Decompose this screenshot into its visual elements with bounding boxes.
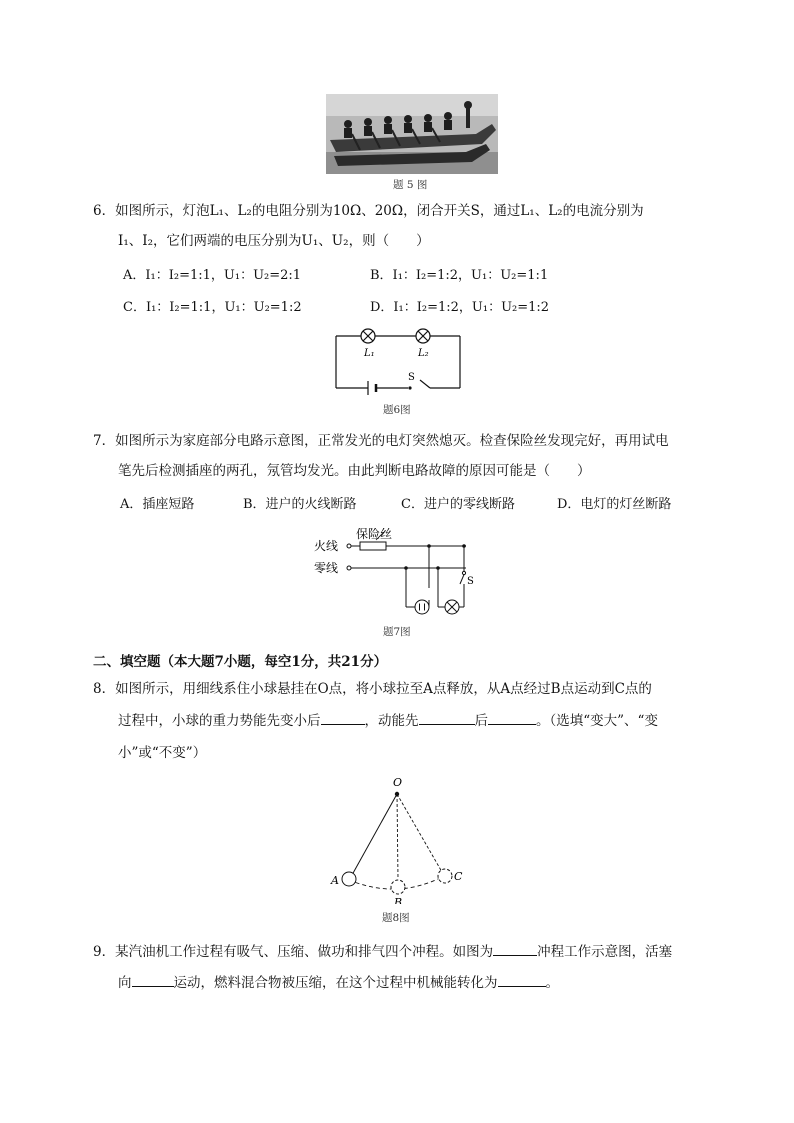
question-8-line-2 — [118, 710, 658, 732]
figure-5 — [326, 94, 498, 174]
question-8-text-a: 过程中，小球的重力势能先变小后 — [118, 713, 321, 729]
question-9-line-1 — [93, 941, 672, 963]
ball-b-icon — [391, 880, 405, 894]
question-8-text-d: 。（选填“变大”、“变 — [536, 713, 658, 729]
label-c: C — [454, 870, 463, 883]
question-6-option-a: A．I₁：I₂=1:1，U₁：U₂=2:1 — [123, 268, 302, 283]
figure-8 — [324, 772, 468, 904]
figure-6-caption: 题6图 — [383, 404, 411, 416]
ball-c-icon — [438, 869, 452, 883]
answer-blank-8-2[interactable] — [419, 710, 475, 725]
socket-icon — [415, 600, 429, 614]
junction-dots — [404, 544, 466, 570]
figure-8-caption: 题8图 — [382, 912, 410, 924]
question-7-option-c: C．进户的零线断路 — [401, 497, 515, 512]
series-circuit-diagram — [330, 322, 466, 398]
answer-blank-8-1[interactable] — [321, 710, 365, 725]
question-8-text-c: 后 — [474, 713, 488, 729]
label-a: A — [331, 874, 339, 887]
lamp-l2-icon — [416, 329, 430, 343]
label-o: O — [393, 776, 403, 789]
answer-blank-9-2[interactable] — [132, 972, 174, 987]
question-9-text-d: 运动，燃料混合物被压缩，在这个过程中机械能转化为 — [173, 975, 498, 991]
label-fuse: 保险丝 — [356, 528, 393, 541]
question-8-line-1: 8．如图所示，用细线系住小球悬挂在O点，将小球拉至A点释放，从A点经过B点运动到C点的 — [93, 681, 652, 697]
question-7-option-d: D．电灯的灯丝断路 — [557, 497, 672, 512]
switch-pivot-icon — [408, 386, 411, 389]
answer-blank-8-3[interactable] — [488, 710, 536, 725]
pendulum-diagram — [324, 772, 468, 904]
figure-6 — [330, 322, 466, 398]
question-7-line-2: 笔先后检测插座的两孔，氖管均发光。由此判断电路故障的原因可能是（ ） — [118, 463, 591, 479]
answer-blank-9-1[interactable] — [493, 941, 537, 956]
lamp-l1-icon — [361, 329, 375, 343]
label-l1: L₁ — [364, 348, 375, 359]
battery-icon — [368, 381, 376, 395]
answer-blank-9-3[interactable] — [498, 972, 546, 987]
ball-a-icon — [342, 872, 356, 886]
fuse-icon — [360, 542, 386, 550]
question-8-text-b: ，动能先 — [364, 713, 419, 729]
label-switch-s: S — [467, 576, 474, 587]
question-7-option-b: B．进户的火线断路 — [243, 497, 357, 512]
question-6-line-2: I₁、I₂，它们两端的电压分别为U₁、U₂，则（ ） — [118, 233, 430, 249]
label-neutral-wire: 零线 — [314, 561, 339, 575]
question-9-line-2 — [118, 972, 559, 994]
question-6-line-1: 6．如图所示，灯泡L₁、L₂的电阻分别为10Ω、20Ω，闭合开关S，通过L₁、L₂的电流分别为 — [93, 203, 644, 219]
figure-7 — [314, 528, 474, 622]
label-live-wire: 火线 — [314, 539, 339, 553]
question-8-line-3: 小”或“不变”） — [118, 745, 207, 761]
figure-7-caption: 题7图 — [383, 626, 411, 638]
label-l2: L₂ — [418, 348, 429, 359]
lamp-icon — [445, 600, 459, 614]
question-6-option-d: D．I₁：I₂=1:2，U₁：U₂=1:2 — [370, 300, 550, 315]
question-9-text-b: 冲程工作示意图，活塞 — [537, 944, 673, 960]
label-s: S — [408, 372, 415, 383]
question-6-option-c: C．I₁：I₂=1:1，U₁：U₂=1:2 — [123, 300, 302, 315]
question-9-text-c: 向 — [118, 975, 132, 991]
question-7-line-1: 7．如图所示为家庭部分电路示意图，正常发光的电灯突然熄灭。检查保险丝发现完好，再用试电 — [93, 433, 669, 449]
question-7-option-a: A．插座短路 — [120, 497, 195, 512]
household-circuit-diagram — [314, 528, 474, 622]
switch-s-icon — [460, 571, 466, 584]
question-9-text-a: 9．某汽油机工作过程有吸气、压缩、做功和排气四个冲程。如图为 — [93, 944, 494, 960]
question-6-option-b: B．I₁：I₂=1:2，U₁：U₂=1:1 — [370, 268, 549, 283]
section-2-title: 二、填空题（本大题7小题，每空1分，共21分） — [93, 654, 388, 670]
dragon-boat-photo — [326, 94, 498, 174]
question-9-text-e: 。 — [545, 975, 559, 991]
label-b: B — [394, 896, 403, 904]
figure-5-caption: 题 5 图 — [393, 179, 428, 191]
